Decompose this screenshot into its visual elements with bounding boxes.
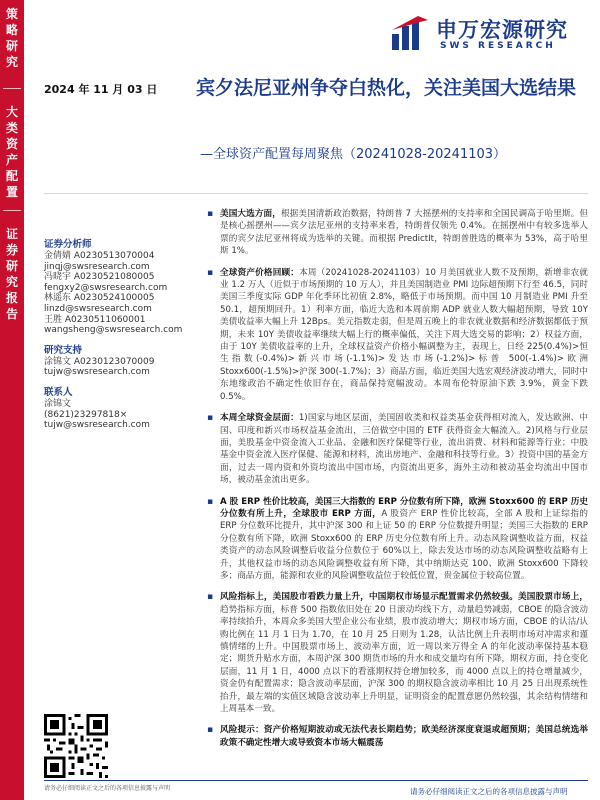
assistant-name: 涂锦文 A0230123070009 bbox=[44, 356, 155, 367]
logo-cn-text: 申万宏源研究 bbox=[436, 18, 568, 42]
left-color-bar bbox=[0, 0, 24, 800]
analyst-name: 金倩婧 A0230513070004 bbox=[44, 251, 155, 261]
paragraph-lead: 本周全球资金层面： bbox=[220, 413, 299, 424]
footer-divider bbox=[44, 780, 588, 781]
report-title: 宾夕法尼亚州争夺白热化，关注美国大选结果 bbox=[196, 77, 577, 99]
analyst-name: 冯晓宇 A0230521080005 bbox=[44, 272, 155, 283]
analyst-list bbox=[44, 251, 194, 336]
analyst-email[interactable]: fengxy2@swsresearch.com bbox=[44, 282, 168, 293]
report-subtitle: —全球资产配置每周聚焦（20241028-20241103） bbox=[200, 147, 507, 162]
category-label-research-report: 证券研究报告 bbox=[5, 227, 18, 321]
analysts-heading: 证券分析师 bbox=[44, 239, 92, 250]
logo-en-text: SWS RESEARCH bbox=[440, 41, 556, 51]
qr-code-icon[interactable] bbox=[44, 714, 108, 778]
paragraph-body: 本周（20241028-20241103）10 月美国就业人数不及预期，新增非农就业 1.2 万人（近似于市场预期的 10 万人），并且美国制造业 PMI 边际超预期下行至 46.5，同时美国三季度实际 GDP 年化季环比初值 2.8%，略低于市场预期。而中国 10 月制造业 PMI 升至 50.1，超预期回升。1）利率方面，临近大选和本周前期 ADP 就业人数大幅超预期，导致 10Y 美债收益率大幅上升 12Bps。美元指数走弱，但是周五晚上的非农就业数据和经济数据都低于预期，未来 10Y 美债收益率继续大幅上行的概率偏低，关注下周大选交易的影响；2）权益方面，由于 10Y 美债收益率的上升，全球权益资产价格小幅调整为主，表现上，日经 225(0.4%)>恒生指数(-0.4%)>新兴市场(-1.1%)>发达市场(-1.2%)>标普 500(-1.4%)>欧洲 Stoxx600(-1.5%)>沪深 300(-1.7%)；3）商品方面，临近美国大选宏观经济波动增大，同时中东地缘政治不确定性依旧存在，商品保持宽幅波动。本周布伦特原油下跌 3.9%，黄金下跌 0.5%。 bbox=[220, 267, 588, 402]
summary-paragraph bbox=[210, 208, 588, 258]
contact-heading: 联系人 bbox=[44, 386, 73, 398]
analyst-name: 王胜 A0230511060001 bbox=[44, 314, 146, 325]
analyst-email[interactable]: linzd@swsresearch.com bbox=[44, 303, 152, 314]
paragraph-lead: 风险提示：资产价格短期波动或无法代表长期趋势；欧美经济深度衰退或超预期；美国总统选举政策不确定性增大或导致资本市场大幅震荡 bbox=[220, 725, 588, 748]
bar-divider bbox=[3, 88, 21, 89]
paragraph-body: 趋势指标方面，标普 500 指数依旧处在 20 日滚动均线下方，动量趋势减弱，CBOE 的隐含波动率持续抬升，本周众多美国大型企业公布业绩，股市波动增大；期权市场方面，CBOE 的认沽/认购比例在 11 月 1 日为 1.70，在 10 月 25 日则为 1.28，认沽比例上升表明市场对冲需求和谨慎情绪的上升。中国股票市场上，波动率方面，近一周以来万得全 A 的年化波动率保持基本稳定；期货升贴水方面，本周沪深 300 期货市场的升水和成交量均有所下降，期权方面，持仓变化层面，11 月 1 日，4000 点以下的看涨期权持仓增加较多，而 4000 点以上的持仓增量减少，资金仍有配置需求；隐含波动率层面，沪深 300 的期权隐含波动率相比 10 月 25 日出现系统性抬升，最左端的实值区域隐含波动率上升明显，证明资金的配置意愿仍然较强，其余结构情绪和上周基本一致。 bbox=[220, 604, 588, 715]
paragraph-lead: 美国大选方面， bbox=[220, 209, 281, 219]
paragraph-body: 根据美国清新政治数据，特朗普 7 大摇摆州的支持率和全国民调高于哈里斯。但是核心摇摆州——宾夕法尼亚州的支持率来看，特朗普仅领先 0.4%。在摇摆州中有较多选举人票的宾夕法尼亚州将成为选举的关键。而根据 PredictIt，特朗普胜选的概率为 53%，高于哈里斯 1%。 bbox=[220, 209, 588, 257]
contact-email[interactable]: tujw@swsresearch.com bbox=[44, 420, 150, 431]
analyst-sidebar bbox=[44, 236, 194, 431]
report-date: 2024 年 11 月 03 日 bbox=[44, 83, 158, 96]
contact-phone: (8621)23297818× bbox=[44, 409, 128, 420]
summary-paragraph bbox=[210, 591, 588, 715]
bar-divider bbox=[3, 210, 21, 211]
summary-paragraph bbox=[210, 412, 588, 486]
report-summary bbox=[210, 208, 588, 749]
risk-warning bbox=[210, 724, 588, 749]
assistant-email[interactable]: tujw@swsresearch.com bbox=[44, 367, 150, 378]
assistant-list bbox=[44, 357, 194, 378]
category-label-strategy: 策略研究 bbox=[5, 7, 18, 69]
research-support-heading: 研究支持 bbox=[44, 344, 83, 356]
paragraph-body: A 股资产 ERP 性价比较高，全部 A 股和上证综指的 ERP 分位数环比提升，其中沪深 300 和上证 50 的 ERP 分位数提升明显；美国三大指数的 ERP 分位数有所下降，欧洲 Stoxx600 的 ERP 历史分位数有所上升。动态风险调整收益方面，权益类资产的动态风险调整后收益分位数位于 60%以上，除去发达市场的动态风险调整收益略有上升，其他权益市场的动态风险调整收益有所下降，其中纳斯达克 100、欧洲 Stoxx600 下降较多；商品方面，能源和农业的风险调整收益位于较低位置，贵金属位于较高位置。 bbox=[220, 508, 588, 581]
paragraph-lead: A 股 ERP 性价比较高，美国三大指数的 ERP 分位数有所下降，欧洲 Stoxx600 的 ERP 历史分位数有所上升，全球股市 ERP 方面， bbox=[220, 496, 588, 519]
footer-disclaimer-left: 请务必仔细阅读正文之后的各项信息披露与声明 bbox=[44, 785, 171, 792]
paragraph-body: 1)国家与地区层面，美国固收类和权益类基金获得相对流入，发达欧洲、中国、印度和新兴市场权益基金流出，三倍做空中国的 ETF 获得资金大幅流入。2)风格与行业层面，美股基金中资金流入工业品、金融和医疗保健等行业，流出消费、材料和能源等行业；中股基金中资金流入医疗保健、能源和材料，流出房地产、金融和科技等行业。3）投资中国的基金方面，过去一周内资和外资均流出中国市场，内资流出更多，海外主动和被动基金均流出中国市场，被动基金流出更多。 bbox=[220, 413, 588, 486]
paragraph-lead: 风险指标上，美国股市看跌力量上升，中国期权市场显示配置需求仍然较强。美国股票市场上， bbox=[220, 592, 588, 603]
analyst-name: 林遥东 A0230524100005 bbox=[44, 293, 155, 304]
company-logo bbox=[388, 10, 588, 62]
analyst-email[interactable]: jinqj@swsresearch.com bbox=[44, 261, 150, 272]
paragraph-lead: 全球资产价格回顾： bbox=[220, 267, 300, 278]
category-label-asset-allocation: 大类资产配置 bbox=[5, 105, 18, 199]
contact-name: 涂锦文 bbox=[44, 398, 72, 409]
contact-info bbox=[44, 399, 194, 431]
logo-mark-icon bbox=[390, 14, 430, 52]
header-divider bbox=[44, 193, 588, 194]
analyst-email[interactable]: wangsheng@swsresearch.com bbox=[44, 325, 183, 336]
summary-paragraph bbox=[210, 267, 588, 403]
summary-paragraph bbox=[210, 496, 588, 583]
footer-disclaimer: 请务必仔细阅读正文之后的各项信息披露与声明 bbox=[410, 787, 568, 796]
